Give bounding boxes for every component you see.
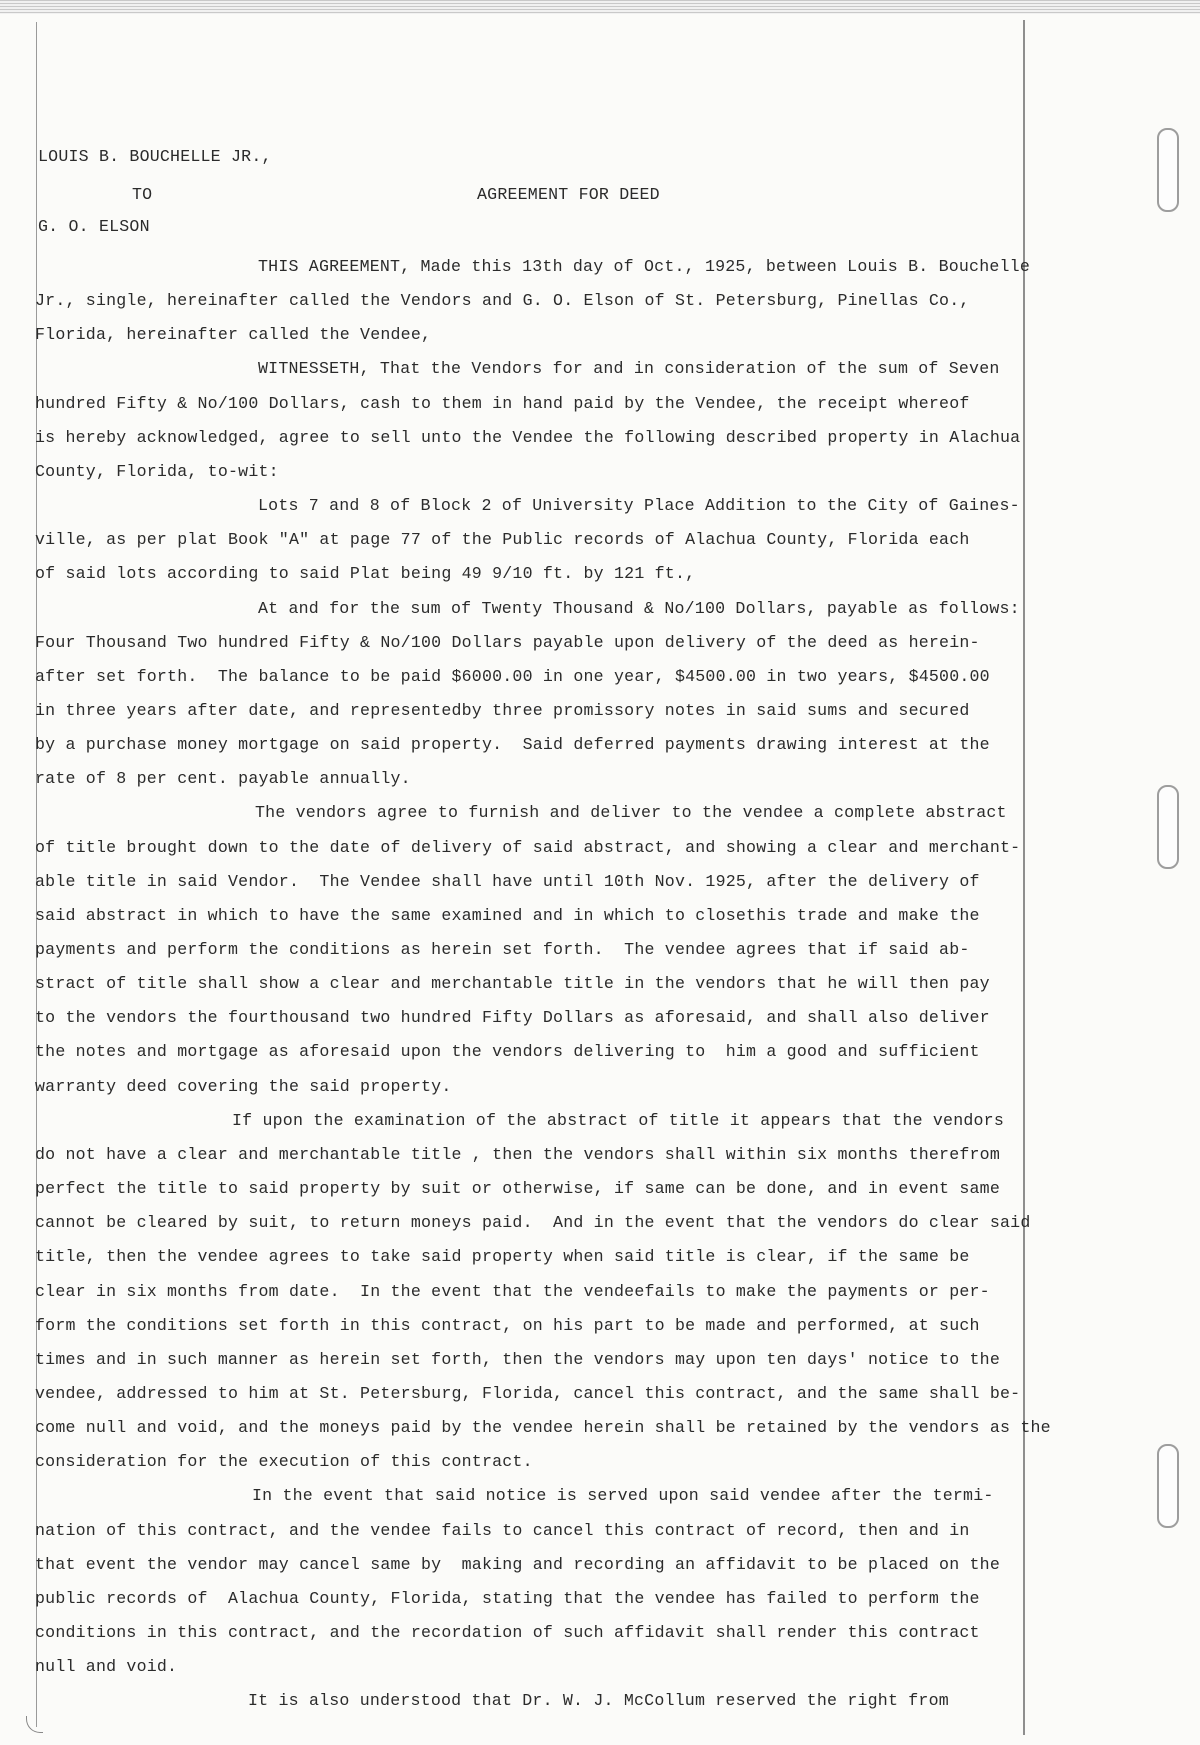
body-line: clear in six months from date. In the event that the vendeefails to make the payments or per- — [35, 1282, 990, 1301]
body-line: conditions in this contract, and the recordation of such affidavit shall render this contract — [35, 1623, 980, 1642]
body-line: after set forth. The balance to be paid $6000.00 in one year, $4500.00 in two years, $4500.00 — [35, 667, 990, 686]
body-line: to the vendors the fourthousand two hundred Fifty Dollars as aforesaid, and shall also deliver — [35, 1008, 990, 1027]
body-line: times and in such manner as herein set forth, then the vendors may upon ten days' notice to the — [35, 1350, 1000, 1369]
body-line: The vendors agree to furnish and deliver to the vendee a complete abstract — [255, 803, 1007, 822]
body-line: in three years after date, and representedby three promissory notes in said sums and secured — [35, 701, 970, 720]
body-line: vendee, addressed to him at St. Petersburg, Florida, cancel this contract, and the same shall be- — [35, 1384, 1021, 1403]
body-line: is hereby acknowledged, agree to sell unto the Vendee the following described property in Alachua — [35, 428, 1021, 447]
party-to: G. O. ELSON — [38, 217, 150, 236]
body-line: Four Thousand Two hundred Fifty & No/100 Dollars payable upon delivery of the deed as herein- — [35, 633, 980, 652]
body-line: title, then the vendee agrees to take said property when said title is clear, if the same be — [35, 1247, 970, 1266]
binder-hole-icon — [1157, 785, 1179, 869]
body-line: Lots 7 and 8 of Block 2 of University Place Addition to the City of Gaines- — [258, 496, 1020, 515]
body-line: said abstract in which to have the same examined and in which to closethis trade and make the — [35, 906, 980, 925]
body-line: In the event that said notice is served upon said vendee after the termi- — [252, 1486, 994, 1505]
body-line: come null and void, and the moneys paid by the vendee herein shall be retained by the vendors as the — [35, 1418, 1051, 1437]
body-line: stract of title shall show a clear and merchantable title in the vendors that he will then pay — [35, 974, 990, 993]
binder-hole-icon — [1157, 128, 1179, 212]
document-title: AGREEMENT FOR DEED — [477, 185, 660, 204]
body-line: Florida, hereinafter called the Vendee, — [35, 325, 432, 344]
body-line: nation of this contract, and the vendee fails to cancel this contract of record, then and in — [35, 1521, 970, 1540]
right-margin-rule — [1023, 20, 1025, 1735]
body-line: able title in said Vendor. The Vendee shall have until 10th Nov. 1925, after the delivery of — [35, 872, 980, 891]
body-line: If upon the examination of the abstract of title it appears that the vendors — [232, 1111, 1004, 1130]
body-line: WITNESSETH, That the Vendors for and in consideration of the sum of Seven — [258, 359, 1000, 378]
body-line: by a purchase money mortgage on said property. Said deferred payments drawing interest at the — [35, 735, 990, 754]
body-line: ville, as per plat Book "A" at page 77 of the Public records of Alachua County, Florida each — [35, 530, 970, 549]
body-line: warranty deed covering the said property. — [35, 1077, 452, 1096]
body-line: THIS AGREEMENT, Made this 13th day of Oct., 1925, between Louis B. Bouchelle — [258, 257, 1030, 276]
body-line: null and void. — [35, 1657, 178, 1676]
body-line: consideration for the execution of this contract. — [35, 1452, 533, 1471]
binder-hole-icon — [1157, 1444, 1179, 1528]
body-line: form the conditions set forth in this contract, on his part to be made and performed, at such — [35, 1316, 980, 1335]
body-line: that event the vendor may cancel same by making and recording an affidavit to be placed on the — [35, 1555, 1000, 1574]
body-line: It is also understood that Dr. W. J. McCollum reserved the right from — [248, 1691, 949, 1710]
body-line: do not have a clear and merchantable title , then the vendors shall within six months therefrom — [35, 1145, 1000, 1164]
body-line: the notes and mortgage as aforesaid upon the vendors delivering to him a good and sufficient — [35, 1042, 980, 1061]
body-line: At and for the sum of Twenty Thousand & No/100 Dollars, payable as follows: — [258, 599, 1020, 618]
body-line: of said lots according to said Plat being 49 9/10 ft. by 121 ft., — [35, 564, 696, 583]
body-line: County, Florida, to-wit: — [35, 462, 279, 481]
body-line: payments and perform the conditions as herein set forth. The vendee agrees that if said ab- — [35, 940, 970, 959]
body-line: public records of Alachua County, Florida, stating that the vendee has failed to perform the — [35, 1589, 980, 1608]
page-top-edge — [0, 0, 1200, 14]
to-label: TO — [132, 185, 153, 204]
body-line: perfect the title to said property by suit or otherwise, if same can be done, and in event same — [35, 1179, 1000, 1198]
body-line: cannot be cleared by suit, to return moneys paid. And in the event that the vendors do clear said — [35, 1213, 1031, 1232]
body-line: rate of 8 per cent. payable annually. — [35, 769, 411, 788]
body-line: hundred Fifty & No/100 Dollars, cash to them in hand paid by the Vendee, the receipt whereof — [35, 394, 970, 413]
page-corner-mark — [26, 1716, 43, 1733]
body-line: Jr., single, hereinafter called the Vendors and G. O. Elson of St. Petersburg, Pinellas Co., — [35, 291, 970, 310]
party-from: LOUIS B. BOUCHELLE JR., — [38, 147, 272, 166]
body-line: of title brought down to the date of delivery of said abstract, and showing a clear and merchant- — [35, 838, 1021, 857]
